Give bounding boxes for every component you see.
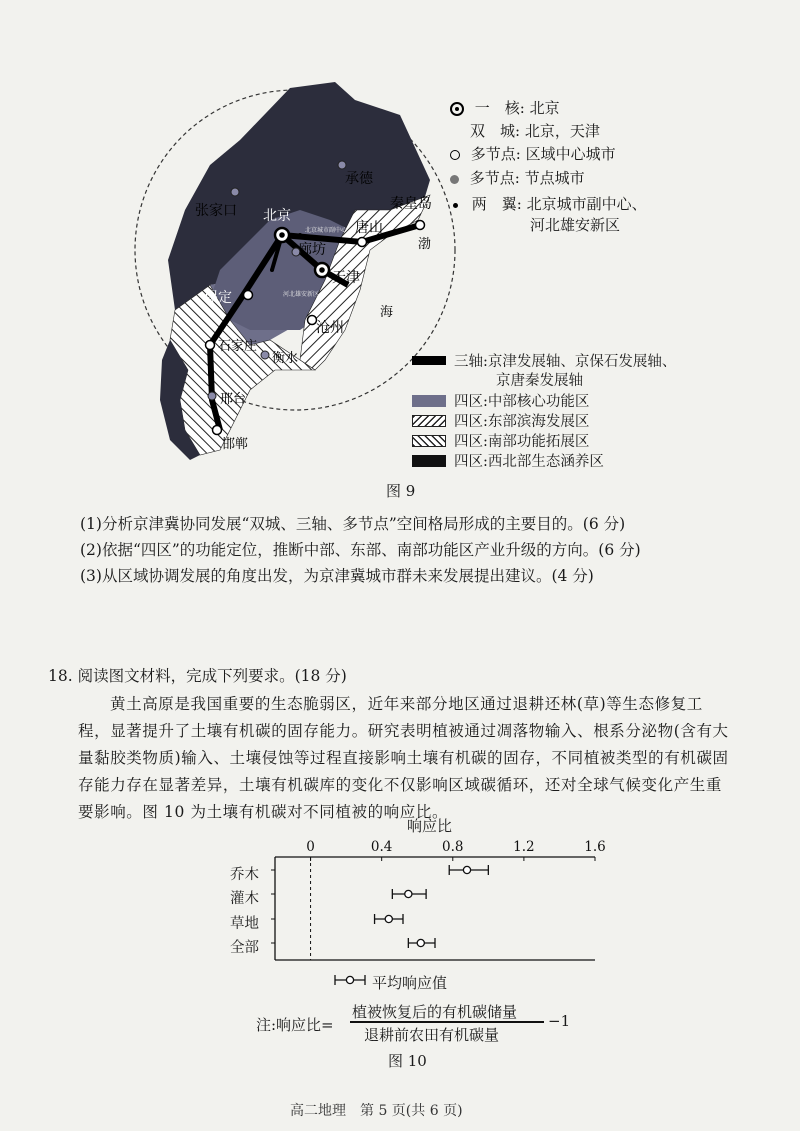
legend-three-axes bbox=[412, 350, 676, 371]
question-17-2: (2)依据“四区”的功能定位，推断中部、东部、南部功能区产业升级的方向。(6 分) bbox=[80, 541, 641, 559]
paragraph-line-3: 量黏胶类物质)输入、土壤侵蚀等过程直接影响土壤有机碳的固存，不同植被类型的有机碳固 bbox=[78, 749, 729, 767]
hatch-back-swatch bbox=[412, 435, 446, 447]
legend-two-wings bbox=[450, 193, 647, 214]
label-shijiazhuang: 石家庄 bbox=[218, 339, 258, 354]
legend-eastern-zone bbox=[412, 410, 589, 431]
chart-title: 响应比 bbox=[407, 817, 453, 835]
legend-twin-cities bbox=[470, 120, 600, 141]
category-label-shrubs: 灌木 bbox=[230, 891, 259, 907]
legend-regional-center bbox=[450, 143, 616, 164]
xiongan-marker bbox=[270, 268, 274, 272]
subcenter-marker bbox=[298, 233, 302, 237]
legend-text: 中部核心功能区 bbox=[487, 394, 590, 410]
qinhuangdao-marker bbox=[416, 221, 425, 230]
open-circle-icon bbox=[450, 150, 460, 160]
label-baoding: 保定 bbox=[204, 290, 232, 306]
tianjin-dot bbox=[319, 267, 325, 273]
legend-key: 一 核: bbox=[474, 99, 525, 117]
legend-text: 京唐秦发展轴 bbox=[496, 373, 583, 389]
hatch-forward-swatch bbox=[412, 415, 446, 427]
legend-text: 区域中心城市 bbox=[525, 145, 616, 163]
label-tianjin: 天津 bbox=[332, 270, 360, 286]
shijiazhuang-marker bbox=[206, 341, 215, 350]
page-footer: 高二地理 第 5 页(共 6 页) bbox=[290, 1103, 463, 1119]
gray-swatch bbox=[412, 395, 446, 407]
legend-key: 四区: bbox=[454, 414, 488, 430]
baoding-marker bbox=[244, 291, 253, 300]
label-bohai-2: 海 bbox=[380, 305, 394, 320]
note-numerator: 植被恢复后的有机碳储量 bbox=[352, 1003, 518, 1021]
label-zhangjiakou: 张家口 bbox=[195, 203, 237, 219]
label-tangshan: 唐山 bbox=[355, 220, 383, 236]
legend-text: 西北部生态涵养区 bbox=[487, 454, 604, 470]
mean-point bbox=[463, 866, 470, 873]
mean-point bbox=[385, 915, 392, 922]
legend-core bbox=[450, 97, 560, 118]
legend-key: 两 翼: bbox=[471, 195, 522, 213]
legend-node-city bbox=[450, 167, 585, 188]
legend-three-axes-cont bbox=[496, 369, 583, 390]
chengde-marker bbox=[338, 161, 346, 169]
zhangjiakou-marker bbox=[231, 188, 239, 196]
label-subcenter: 北京城市副中心 bbox=[305, 227, 348, 234]
gray-dot-icon bbox=[450, 175, 459, 184]
legend-key: 四区: bbox=[454, 434, 488, 450]
label-bohai-1: 渤 bbox=[418, 237, 432, 252]
mean-point bbox=[405, 890, 412, 897]
label-chengde: 承德 bbox=[345, 171, 373, 187]
question-18-heading: 18. 阅读图文材料，完成下列要求。(18 分) bbox=[48, 667, 347, 685]
legend-text: 节点城市 bbox=[524, 169, 585, 187]
legend-key: 四区: bbox=[454, 454, 488, 470]
beijing-core-dot bbox=[279, 232, 285, 238]
figure10-caption: 图 10 bbox=[388, 1052, 427, 1070]
legend-northwest-zone bbox=[412, 450, 604, 471]
legend-text: 北京城市副中心、 bbox=[526, 195, 647, 213]
paragraph-line-4: 存能力存在显著差异，土壤有机碳库的变化不仅影响区域碳循环，还对全球气候变化产生重 bbox=[78, 776, 723, 794]
black-swatch bbox=[412, 455, 446, 467]
category-label-all: 全部 bbox=[230, 940, 259, 956]
label-qinhuangdao: 秦皇岛 bbox=[390, 196, 432, 212]
question-17-3: (3)从区域协调发展的角度出发，为京津冀城市群未来发展提出建议。(4 分) bbox=[80, 567, 594, 585]
chart-legend-label: 平均响应值 bbox=[372, 974, 448, 992]
legend-text: 京津发展轴、京保石发展轴、 bbox=[487, 354, 677, 370]
legend-text: 北京 bbox=[529, 99, 560, 117]
legend-key: 三轴: bbox=[454, 354, 488, 370]
note-prefix: 注:响应比= bbox=[256, 1016, 334, 1034]
handan-marker bbox=[213, 426, 222, 435]
x-tick-label: 1.2 bbox=[513, 839, 535, 855]
legend-text: 东部滨海发展区 bbox=[487, 414, 590, 430]
paragraph-line-2: 程，显著提升了土壤有机碳的固存能力。研究表明植被通过凋落物输入、根系分泌物(含有大 bbox=[78, 722, 729, 740]
category-label-grassland: 草地 bbox=[230, 916, 259, 932]
label-langfang: 廊坊 bbox=[298, 242, 326, 258]
label-hengshui: 衡水 bbox=[272, 351, 299, 366]
question-17-1: (1)分析京津冀协同发展“双城、三轴、多节点”空间格局形成的主要目的。(6 分) bbox=[80, 515, 626, 533]
note-denominator: 退耕前农田有机碳量 bbox=[364, 1026, 500, 1044]
legend-central-zone bbox=[412, 390, 589, 411]
legend-key: 多节点: bbox=[470, 145, 521, 163]
response-ratio-chart bbox=[220, 835, 620, 995]
label-beijing: 北京 bbox=[263, 208, 291, 224]
legend-key: 多节点: bbox=[469, 169, 520, 187]
label-xiongan: 河北雄安新区 bbox=[283, 291, 320, 298]
legend-key: 双 城: bbox=[470, 122, 521, 140]
jingjinji-map bbox=[100, 70, 700, 470]
legend-southern-zone bbox=[412, 430, 589, 451]
category-label-trees: 乔木 bbox=[230, 867, 259, 883]
xingtai-marker bbox=[208, 392, 216, 400]
x-tick-label: 0 bbox=[306, 839, 315, 855]
legend-text: 南部功能拓展区 bbox=[487, 434, 590, 450]
note-suffix: −1 bbox=[548, 1012, 571, 1030]
legend-key: 四区: bbox=[454, 394, 488, 410]
hengshui-marker bbox=[261, 351, 269, 359]
x-tick-label: 0.8 bbox=[442, 839, 464, 855]
thick-line-swatch bbox=[412, 356, 446, 365]
label-cangzhou: 沧州 bbox=[316, 320, 344, 336]
label-handan: 邯郸 bbox=[222, 437, 249, 452]
paragraph-line-5: 要影响。图 10 为土壤有机碳对不同植被的响应比。 bbox=[78, 803, 449, 821]
label-xingtai: 邢台 bbox=[220, 392, 247, 407]
x-tick-label: 1.6 bbox=[584, 839, 606, 855]
x-tick-label: 0.4 bbox=[370, 839, 393, 855]
figure9-caption: 图 9 bbox=[386, 482, 416, 500]
legend-two-wings-cont bbox=[530, 214, 620, 235]
fraction-bar bbox=[350, 1021, 544, 1023]
core-dot-icon bbox=[450, 102, 464, 116]
legend-text: 河北雄安新区 bbox=[530, 216, 621, 234]
paragraph-line-1: 黄土高原是我国重要的生态脆弱区，近年来部分地区通过退耕还林(草)等生态修复工 bbox=[110, 695, 703, 713]
small-dot-icon bbox=[453, 203, 458, 208]
legend-text: 北京，天津 bbox=[524, 122, 600, 140]
tangshan-marker bbox=[358, 238, 367, 247]
legend-point bbox=[346, 976, 353, 983]
mean-point bbox=[417, 939, 424, 946]
